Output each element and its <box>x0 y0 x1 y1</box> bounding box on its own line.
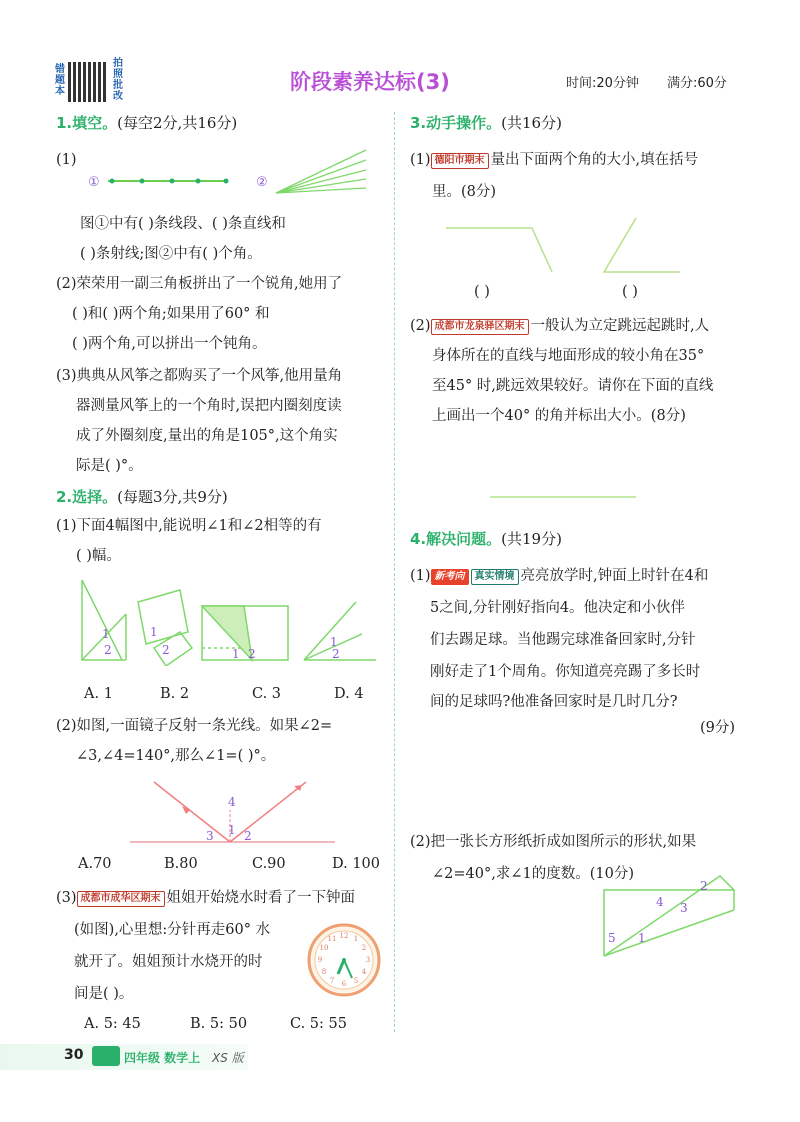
svg-text:8: 8 <box>321 968 327 976</box>
s1-q2-line2: ( )和( )两个角;如果用了60° 和 <box>72 306 270 322</box>
s3-q1-tag: 德阳市期末 <box>431 153 489 169</box>
svg-text:3: 3 <box>365 956 371 964</box>
s4-q2-folded-paper-figure <box>602 870 738 958</box>
s2-q2-mirror-figure <box>130 776 340 848</box>
footer-book: 四年级 数学上 <box>124 1051 201 1065</box>
svg-text:1: 1 <box>638 931 646 945</box>
column-divider <box>394 112 395 1032</box>
s3-q1-blank-1: ( ) <box>474 284 490 300</box>
s1-q1-line2: ( )条射线;图②中有( )个角。 <box>80 246 262 262</box>
s2-q3-line4: 间是( )。 <box>74 986 134 1002</box>
svg-text:9: 9 <box>317 956 323 964</box>
svg-text:2: 2 <box>244 829 252 843</box>
svg-text:7: 7 <box>329 977 335 985</box>
s3-q2-line4: 上画出一个40° 的角并标出大小。(8分) <box>432 408 686 424</box>
svg-text:1: 1 <box>102 627 110 641</box>
s3-q2-tag: 成都市龙泉驿区期末 <box>431 319 529 335</box>
s4-q1-line2: 5之间,分针刚好指向4。他决定和小伙伴 <box>430 600 686 616</box>
s4-q1-line1: (1) 新考向 真实情境 亮亮放学时,钟面上时针在4和 <box>410 568 709 584</box>
s3-q1-angles <box>440 212 700 278</box>
svg-text:1: 1 <box>150 625 158 639</box>
s2-q1-option-b: B. 2 <box>160 686 190 702</box>
svg-text:1: 1 <box>330 635 338 649</box>
s2-q2-line2: ∠3,∠4=140°,那么∠1=( )°。 <box>76 748 276 764</box>
qr-code <box>68 62 108 102</box>
svg-text:2: 2 <box>104 643 112 657</box>
svg-text:2: 2 <box>162 643 170 657</box>
svg-text:2: 2 <box>361 944 367 952</box>
qr-right-label: 拍照批改 <box>113 58 123 102</box>
s2-q1-line1: (1)下面4幅图中,能说明∠1和∠2相等的有 <box>56 518 322 534</box>
svg-text:5: 5 <box>353 977 359 985</box>
s3-q1-line2: 里。(8分) <box>432 184 497 200</box>
svg-text:3: 3 <box>680 901 688 915</box>
s4-q2-line1: (2)把一张长方形纸折成如图所示的形状,如果 <box>410 834 697 850</box>
s1-q3-line3: 成了外圈刻度,量出的角是105°,这个角实 <box>76 428 338 444</box>
s2-q1-option-c: C. 3 <box>252 686 282 702</box>
s1-q2-line1: (2)荣荣用一副三角板拼出了一个锐角,她用了 <box>56 276 343 292</box>
s4-q1-points: (9分) <box>700 720 736 736</box>
svg-text:12: 12 <box>339 932 349 940</box>
s4-q1-tag-new: 新考向 <box>431 569 469 585</box>
svg-text:1: 1 <box>228 823 236 837</box>
figure-1-label: ① <box>88 175 100 190</box>
page-title: 阶段素养达标(3) <box>290 70 450 94</box>
s2-q3-option-b: B. 5: 50 <box>190 1016 248 1032</box>
s4-q1-tag-real: 真实情境 <box>471 569 519 585</box>
s4-q2-line2: ∠2=40°,求∠1的度数。(10分) <box>432 866 634 882</box>
svg-text:4: 4 <box>656 895 664 909</box>
full-score: 满分:60分 <box>667 76 727 91</box>
s2-q2-option-a: A.70 <box>78 856 112 872</box>
svg-text:1: 1 <box>353 935 359 943</box>
s3-q2-line2: 身体所在的直线与地面形成的较小角在35° <box>432 348 705 364</box>
qr-left-label: 错题本 <box>55 64 65 97</box>
svg-text:11: 11 <box>327 935 337 943</box>
s2-q1-figures <box>76 574 386 666</box>
s1-q1-figures <box>80 148 370 198</box>
s2-q3-line2: (如图),心里想:分针再走60° 水 <box>74 922 271 938</box>
s3-q2-line3: 至45° 时,跳远效果较好。请你在下面的直线 <box>432 378 714 394</box>
svg-text:1: 1 <box>232 647 240 661</box>
s1-q3-line2: 器测量风筝上的一个角时,误把内圈刻度读 <box>76 398 342 414</box>
svg-text:5: 5 <box>608 931 616 945</box>
s2-q3-option-c: C. 5: 55 <box>290 1016 347 1032</box>
s2-q3-tag: 成都市成华区期末 <box>77 891 165 907</box>
s3-q2-base-line <box>490 496 636 498</box>
s3-q1-line1: (1) 德阳市期末 量出下面两个角的大小,填在括号 <box>410 152 699 168</box>
s1-q2-line3: ( )两个角,可以拼出一个钝角。 <box>72 336 267 352</box>
s2-q2-line1: (2)如图,一面镜子反射一条光线。如果∠2= <box>56 718 333 734</box>
svg-text:4: 4 <box>361 968 367 976</box>
section-4-title: 4.解决问题。(共19分) <box>410 530 562 548</box>
time-limit: 时间:20分钟 <box>566 76 639 91</box>
svg-text:2: 2 <box>700 879 708 893</box>
s2-q3-line3: 就开了。姐姐预计水烧开的时 <box>74 954 263 970</box>
s1-q1-label: (1) <box>56 152 77 168</box>
s2-q3-line1: (3) 成都市成华区期末 姐姐开始烧水时看了一下钟面 <box>56 890 356 906</box>
clock-figure <box>306 922 382 998</box>
s4-q1-line3: 们去踢足球。当他踢完球准备回家时,分针 <box>430 632 696 648</box>
svg-text:3: 3 <box>206 829 214 843</box>
svg-text:2: 2 <box>248 647 256 661</box>
section-3-title: 3.动手操作。(共16分) <box>410 114 562 132</box>
s1-q3-line1: (3)典典从风筝之都购买了一个风筝,他用量角 <box>56 368 343 384</box>
svg-text:2: 2 <box>332 647 340 661</box>
svg-text:6: 6 <box>341 980 347 988</box>
svg-text:4: 4 <box>228 795 236 809</box>
section-2-title: 2.选择。(每题3分,共9分) <box>56 488 228 506</box>
section-1-title: 1.填空。(每空2分,共16分) <box>56 114 238 132</box>
s1-q1-line1: 图①中有( )条线段、( )条直线和 <box>80 216 286 232</box>
s4-q1-line5: 间的足球吗?他准备回家时是几时几分? <box>430 694 678 710</box>
s2-q1-line2: ( )幅。 <box>76 548 121 564</box>
figure-2-label: ② <box>256 175 268 190</box>
brand-logo <box>92 1046 120 1066</box>
s2-q2-option-b: B.80 <box>164 856 198 872</box>
footer-edition: XS 版 <box>212 1051 244 1065</box>
s2-q2-option-c: C.90 <box>252 856 286 872</box>
s4-q1-line4: 刚好走了1个周角。你知道亮亮踢了多长时 <box>430 664 701 680</box>
s2-q1-option-a: A. 1 <box>84 686 113 702</box>
s3-q1-blank-2: ( ) <box>622 284 638 300</box>
s1-q3-line4: 际是( )°。 <box>76 458 143 474</box>
s2-q2-option-d: D. 100 <box>332 856 381 872</box>
s2-q3-option-a: A. 5: 45 <box>84 1016 141 1032</box>
s3-q2-line1: (2) 成都市龙泉驿区期末 一般认为立定跳远起跳时,人 <box>410 318 710 334</box>
svg-text:10: 10 <box>319 944 329 952</box>
page-number: 30 <box>64 1047 84 1063</box>
s2-q1-option-d: D. 4 <box>334 686 364 702</box>
